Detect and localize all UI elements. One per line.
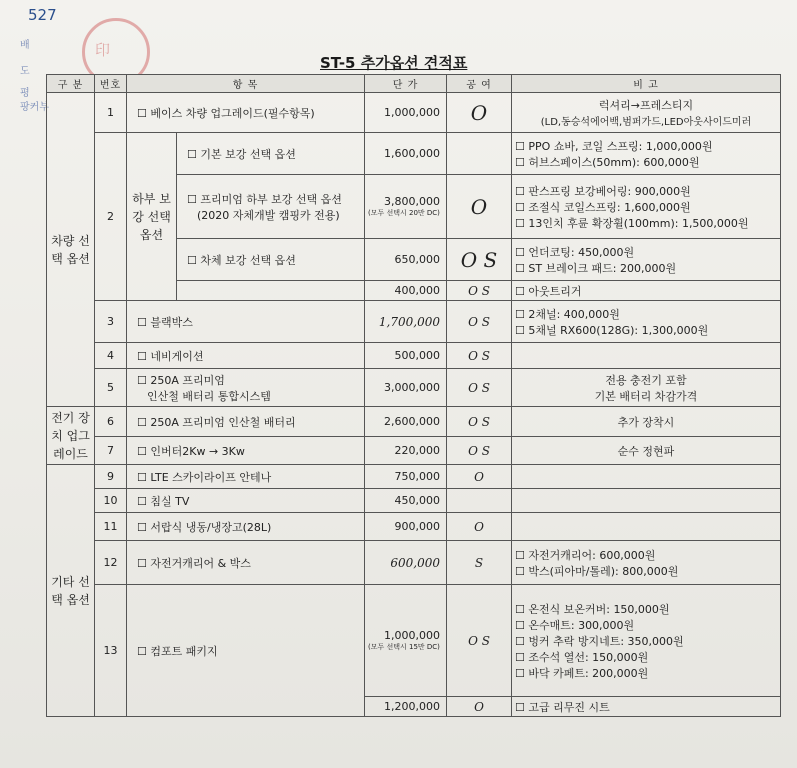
order-mark: O S [447, 281, 512, 301]
item-name [177, 281, 365, 301]
item-price: 1,700,000 [365, 301, 447, 343]
category-power: 전기 장치 업그 레이드 [47, 407, 95, 465]
item-remark [512, 465, 781, 489]
order-mark: O S [447, 239, 512, 281]
item-price: 2,600,000 [365, 407, 447, 437]
order-mark: O [447, 697, 512, 717]
table-row [47, 465, 781, 489]
row-number: 10 [95, 489, 127, 513]
item-price: 900,000 [365, 513, 447, 541]
item-price: 1,200,000 [365, 697, 447, 717]
table-row [47, 343, 781, 369]
row-number: 3 [95, 301, 127, 343]
order-cell [447, 489, 512, 513]
item-price: 650,000 [365, 239, 447, 281]
item-name: ☐ 베이스 차량 업그레이드(필수항목) [127, 93, 365, 133]
order-mark: O S [447, 407, 512, 437]
item-name: ☐ 서랍식 냉동/냉장고(28L) [127, 513, 365, 541]
page-title: ST-5 추가옵션 견적표 [320, 54, 468, 72]
table-row [47, 585, 781, 697]
header-price: 단 가 [365, 75, 447, 93]
item-remark: ☐ PPO 쇼바, 코일 스프링: 1,000,000원 ☐ 허브스페이스(50mm): 600,000원 [512, 133, 781, 175]
header-remark: 비 고 [512, 75, 781, 93]
row-number: 9 [95, 465, 127, 489]
order-mark: O [447, 175, 512, 239]
item-remark [512, 513, 781, 541]
item-remark: ☐ 판스프링 보강베어링: 900,000원 ☐ 조절식 코일스프링: 1,600,000원 ☐ 13인치 후륜 확장휠(100mm): 1,500,000원 [512, 175, 781, 239]
margin-label: 배 [20, 40, 30, 51]
item-name: ☐ 침실 TV [127, 489, 365, 513]
item-remark: ☐ 자전거캐리어: 600,000원 ☐ 박스(피아마/톨레): 800,000원 [512, 541, 781, 585]
order-mark: S [447, 541, 512, 585]
table-row [47, 489, 781, 513]
item-price: 3,800,000 (모두 선택시 20만 DC) [365, 175, 447, 239]
category-other: 기타 선택 옵션 [47, 465, 95, 717]
table-row [47, 301, 781, 343]
order-mark: O S [447, 343, 512, 369]
table-row [47, 513, 781, 541]
order-mark: O S [447, 585, 512, 697]
item-remark: ☐ 언더코팅: 450,000원 ☐ ST 브레이크 패드: 200,000원 [512, 239, 781, 281]
item-name: ☐ 기본 보강 선택 옵션 [177, 133, 365, 175]
row-number: 4 [95, 343, 127, 369]
row-number: 1 [95, 93, 127, 133]
item-name: ☐ 프리미엄 하부 보강 선택 옵션 (2020 자체개발 캠핑카 전용) [177, 175, 365, 239]
margin-label: 도 [20, 66, 30, 77]
order-mark: O [447, 465, 512, 489]
item-price: 500,000 [365, 343, 447, 369]
item-price: 600,000 [365, 541, 447, 585]
item-remark: 전용 충전기 포함 기본 배터리 차감가격 [512, 369, 781, 407]
seal-stamp: 印 [82, 18, 150, 86]
table-row [47, 133, 781, 175]
order-mark: O S [447, 437, 512, 465]
item-name: ☐ 250A 프리미엄 인산철 배터리 [127, 407, 365, 437]
row-number: 13 [95, 585, 127, 717]
row-number: 7 [95, 437, 127, 465]
header-no: 번호 [95, 75, 127, 93]
item-remark: ☐ 온전식 보온커버: 150,000원 ☐ 온수매트: 300,000원 ☐ 벙커 추락 방지네트: 350,000원 ☐ 조수석 열선: 150,000원 ☐ 바닥 카페트: 200,000원 [512, 585, 781, 697]
item-remark: ☐ 아웃트리거 [512, 281, 781, 301]
order-mark: O S [447, 369, 512, 407]
item-remark: ☐ 고급 리무진 시트 [512, 697, 781, 717]
table-row [47, 437, 781, 465]
row-number: 12 [95, 541, 127, 585]
item-name: ☐ 블랙박스 [127, 301, 365, 343]
item-remark: ☐ 2채널: 400,000원 ☐ 5채널 RX600(128G): 1,300,000원 [512, 301, 781, 343]
item-name: ☐ 컴포트 패키지 [127, 585, 365, 717]
row-number: 5 [95, 369, 127, 407]
header-order: 공 여 [447, 75, 512, 93]
category-underbody: 하부 보강 선택 옵션 [127, 133, 177, 301]
item-remark: 럭셔리→프레스티지 (LD,동승석에어백,범퍼가드,LED아웃사이드미러 [512, 93, 781, 133]
order-cell [447, 133, 512, 175]
item-remark: 순수 정현파 [512, 437, 781, 465]
margin-label: 팡커부 [20, 102, 49, 113]
item-price: 1,000,000 (모두 선택시 15만 DC) [365, 585, 447, 697]
item-price: 1,000,000 [365, 93, 447, 133]
row-number: 2 [95, 133, 127, 301]
row-number: 11 [95, 513, 127, 541]
item-name: ☐ 네비게이션 [127, 343, 365, 369]
item-remark [512, 343, 781, 369]
margin-label: 평 [20, 88, 30, 99]
item-price: 400,000 [365, 281, 447, 301]
order-mark: O [447, 93, 512, 133]
header-item: 항 목 [127, 75, 365, 93]
order-mark: O [447, 513, 512, 541]
item-price: 3,000,000 [365, 369, 447, 407]
estimate-table [46, 74, 781, 717]
row-number: 6 [95, 407, 127, 437]
page-number: 527 [28, 6, 57, 24]
item-price: 1,600,000 [365, 133, 447, 175]
table-row [47, 541, 781, 585]
item-name: ☐ 차체 보강 선택 옵션 [177, 239, 365, 281]
table-row [47, 369, 781, 407]
category-vehicle: 차량 선택 옵션 [47, 93, 95, 407]
item-price: 450,000 [365, 489, 447, 513]
table-header [47, 75, 781, 93]
item-name: ☐ 인버터2Kw → 3Kw [127, 437, 365, 465]
item-name: ☐ 자전거캐리어 & 박스 [127, 541, 365, 585]
table-row [47, 407, 781, 437]
item-price: 220,000 [365, 437, 447, 465]
item-name: ☐ 250A 프리미엄 인산철 배터리 통합시스템 [127, 369, 365, 407]
item-name: ☐ LTE 스카이라이프 안테나 [127, 465, 365, 489]
item-remark: 추가 장착시 [512, 407, 781, 437]
item-remark [512, 489, 781, 513]
item-price: 750,000 [365, 465, 447, 489]
header-category: 구 분 [47, 75, 95, 93]
table-row [47, 93, 781, 133]
order-mark: O S [447, 301, 512, 343]
